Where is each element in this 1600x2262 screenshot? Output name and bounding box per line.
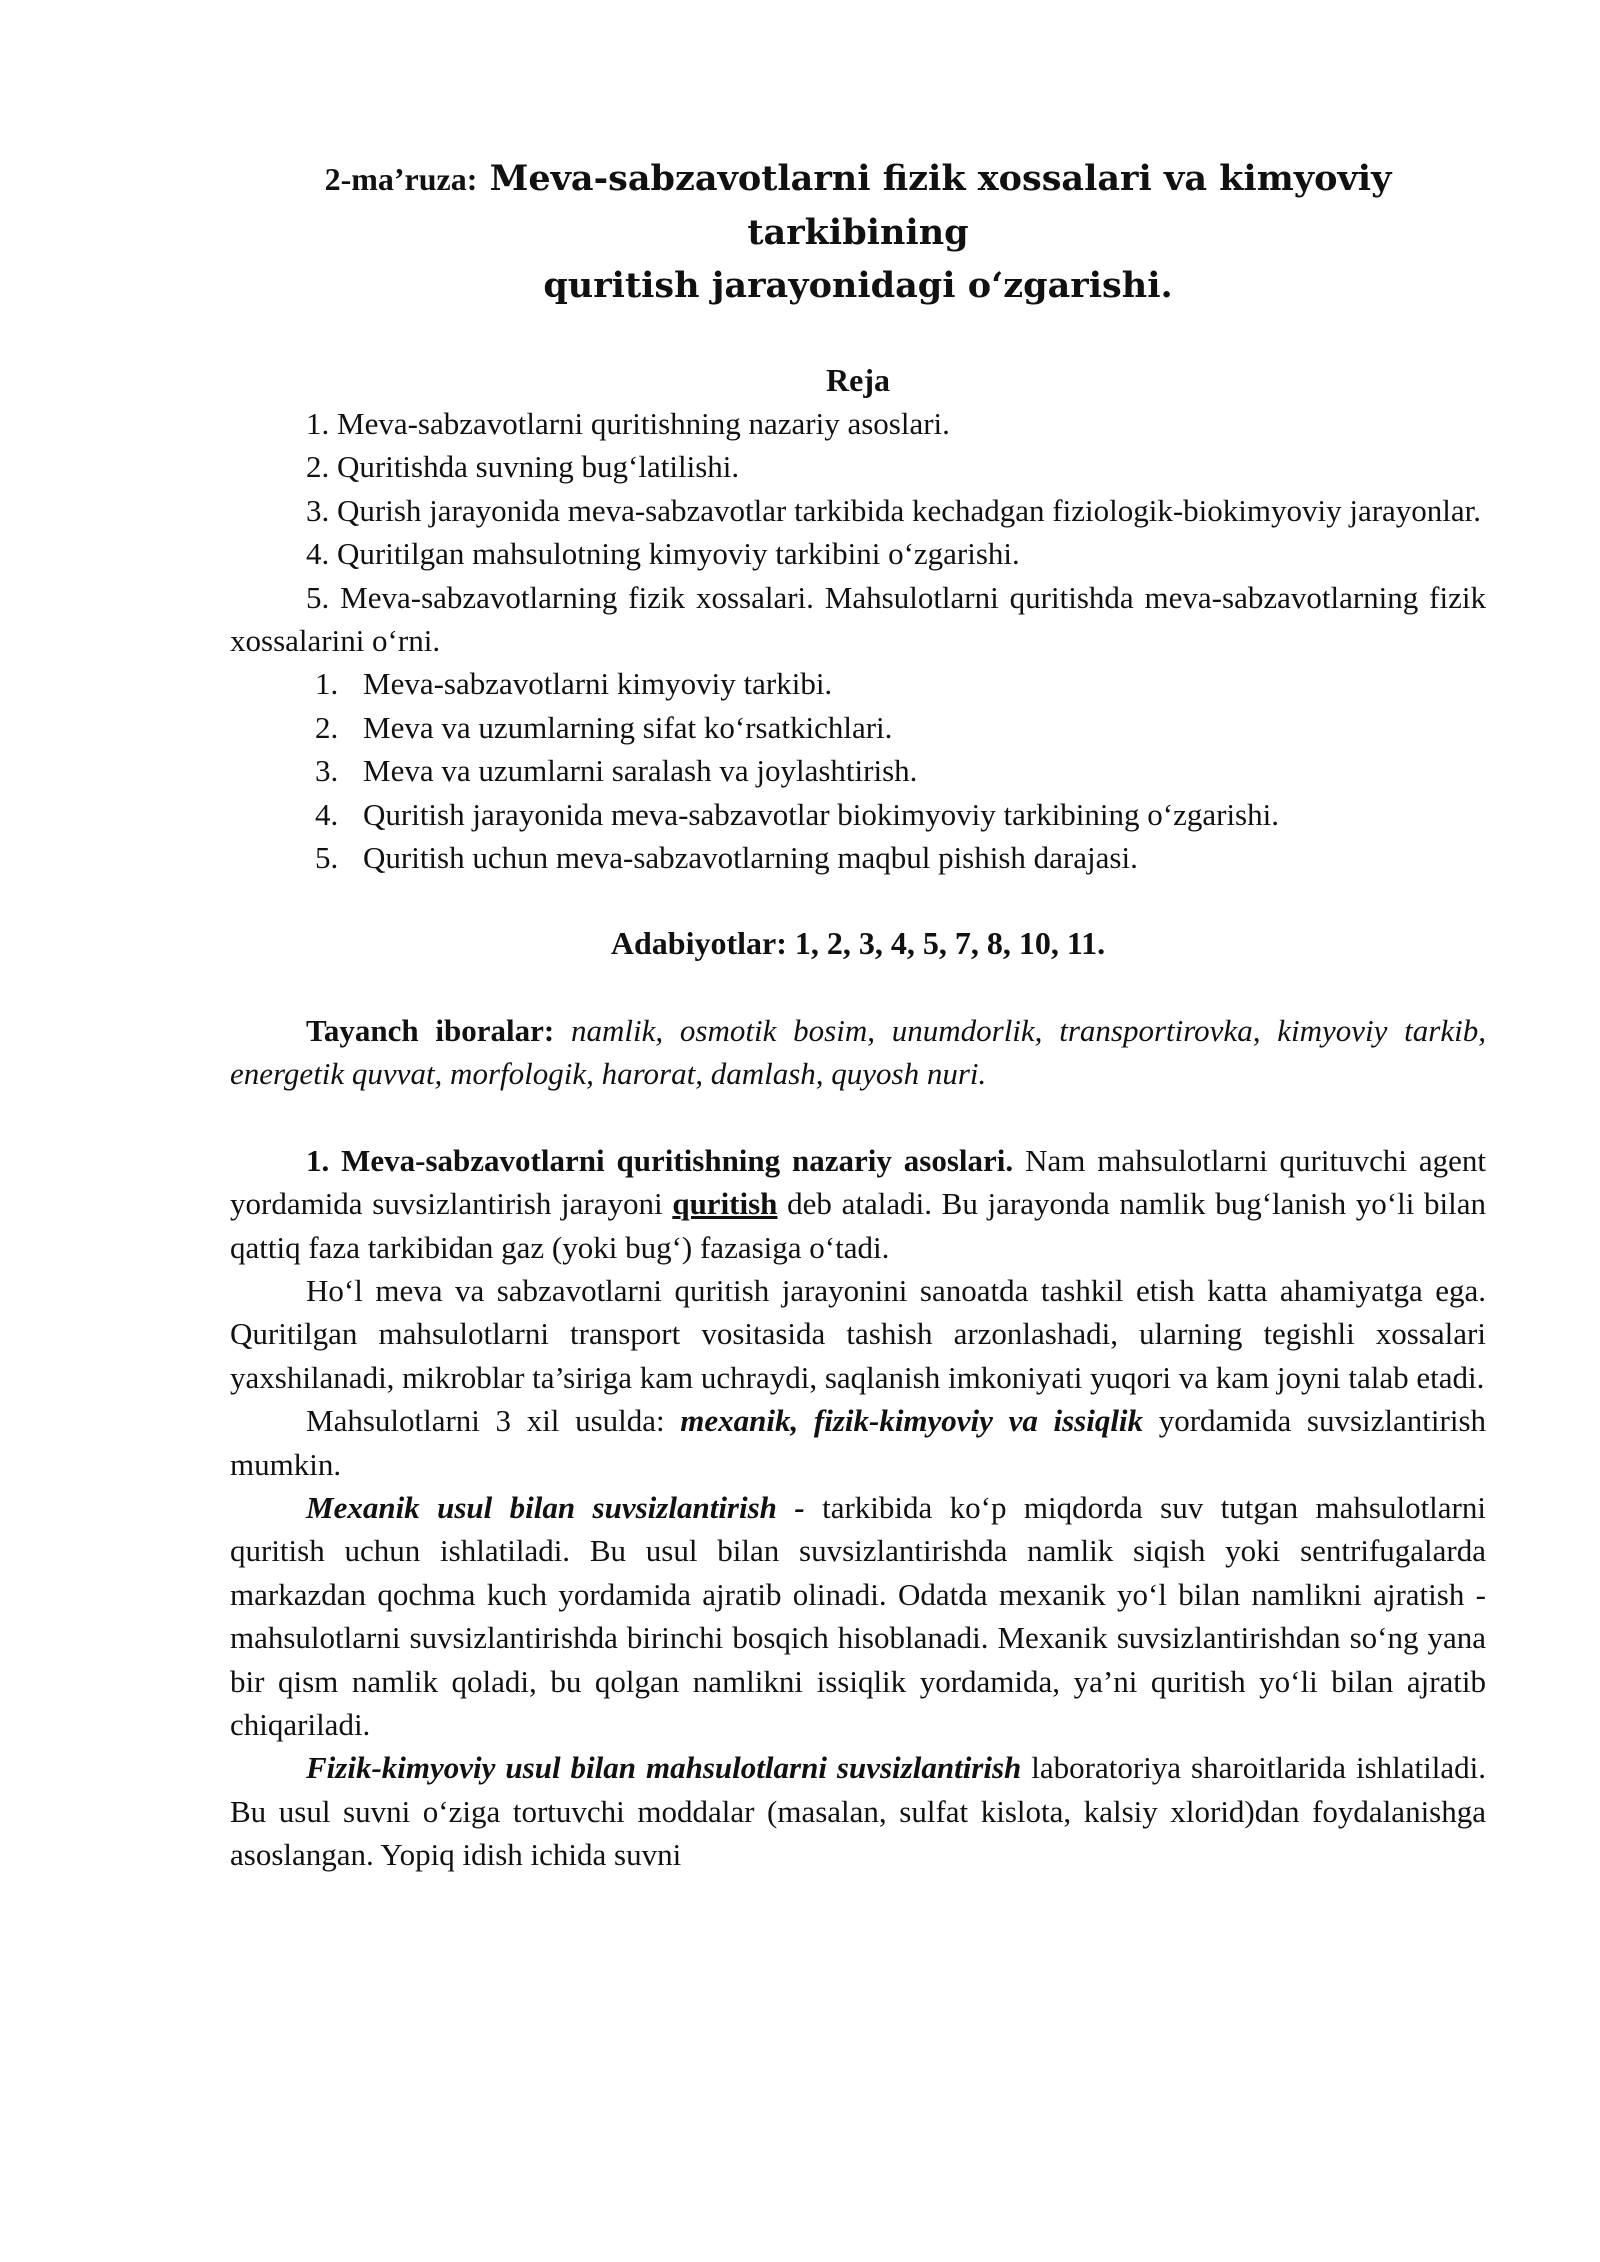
lecture-number: 2-ma’ruza: <box>324 161 478 197</box>
document-content <box>230 152 1486 1877</box>
plan-item: 2. Quritishda suvning bug‘latilishi. <box>306 449 740 485</box>
paragraph-2: Ho‘l meva va sabzavotlarni quritish jarayonini sanoatda tashkil etish katta ahamiyatga ega. Quritilgan mahsulotlarni transport vositasida tashish arzonlashadi, ularning tegishli xossalari yaxshilanadi, mikroblar ta’siriga kam uchraydi, saqlanish imkoniyati yuqori va kam joyni talab etadi. <box>230 1272 1486 1395</box>
plan-list-2 <box>230 662 1486 879</box>
term-quritish: quritish <box>672 1186 778 1222</box>
paragraph-5: Fizik-kimyoviy usul bilan mahsulotlarni suvsizlantirish laboratoriya sharoitlarida ishlatiladi. Bu usul suvni o‘ziga tortuvchi moddalar (masalan, sulfat kislota, kalsiy xlorid)dan foydalanishga asoslangan. Yopiq idish ichida suvni <box>230 1750 1486 1873</box>
list-item: 1. Meva-sabzavotlarni kimyoviy tarkibi. <box>315 666 833 702</box>
plan-item: 1. Meva-sabzavotlarni quritishning nazariy asoslari. <box>306 406 950 441</box>
plan-item: 3. Qurish jarayonida meva-sabzavotlar tarkibida kechadgan fiziologik-biokimyoviy jarayonlar. <box>306 492 1482 528</box>
physchem-method-term: Fizik-kimyoviy usul bilan mahsulotlarni suvsizlantirish <box>306 1750 1022 1786</box>
list-item: 4. Quritish jarayonida meva-sabzavotlar biokimyoviy tarkibining o‘zgarishi. <box>315 796 1279 832</box>
lecture-title-text: Meva-sabzavotlarni fizik xossalari va kimyoviy tarkibining <box>489 158 1392 253</box>
lecture-title-line3: quritish jarayonidagi o‘zgarishi. <box>543 265 1173 306</box>
list-item: 2. Meva va uzumlarning sifat ko‘rsatkichlari. <box>315 709 893 745</box>
keywords-label: Tayanch iboralar: <box>306 1012 555 1048</box>
plan-item: 5. Meva-sabzavotlarning fizik xossalari. Mahsulotlarni quritishda meva-sabzavotlarning fizik xossalarini o‘rni. <box>230 579 1486 659</box>
methods-emphasis: mexanik, fizik-kimyoviy va issiqlik <box>680 1403 1144 1439</box>
list-item: 5. Quritish uchun meva-sabzavotlarning maqbul pishish darajasi. <box>315 840 1138 876</box>
section-1-paragraph: 1. Meva-sabzavotlarni quritishning nazariy asoslari. Nam mahsulotlarni qurituvchi agent yordamida suvsizlantirish jarayoni quritish deb ataladi. Bu jarayonda namlik bug‘lanish yo‘li bilan qattiq faza tarkibidan gaz (yoki bug‘) fazasiga o‘tadi. <box>230 1142 1487 1265</box>
keywords-list: namlik, osmotik bosim, unumdorlik, transportirovka, kimyoviy tarkib, energetik quvvat, morfologik, harorat, damlash, quyosh nuri. <box>230 1012 1486 1092</box>
mechanical-method-term: Mexanik usul bilan suvsizlantirish - <box>306 1489 805 1525</box>
plan-heading: Reja <box>826 362 890 398</box>
keywords-paragraph <box>230 1009 1486 1096</box>
section-1-heading: 1. Meva-sabzavotlarni quritishning nazariy asoslari. <box>306 1142 1014 1178</box>
plan-item: 4. Quritilgan mahsulotning kimyoviy tarkibini o‘zgarishi. <box>306 536 1020 572</box>
paragraph-3: Mahsulotlarni 3 xil usulda: mexanik, fizik-kimyoviy va issiqlik yordamida suvsizlantirish mumkin. <box>230 1403 1487 1482</box>
paragraph-4: Mexanik usul bilan suvsizlantirish - tarkibida ko‘p miqdorda suv tutgan mahsulotlarni quritish uchun ishlatiladi. Bu usul bilan suvsizlantirishda namlik siqish yoki sentrifugalarda markazdan qochma kuch yordamida ajratib olinadi. Odatda mexanik yo‘l bilan namlikni ajratish - mahsulotlarni suvsizlantirishda birinchi bosqich hisoblanadi. Mexanik suvsizlantirishdan so‘ng yana bir qism namlik qoladi, bu qolgan namlikni issiqlik yordamida, ya’ni quritish yo‘li bilan ajratib chiqariladi. <box>230 1489 1486 1742</box>
literature-line: Adabiyotlar: 1, 2, 3, 4, 5, 7, 8, 10, 11. <box>610 925 1106 962</box>
lecture-title <box>230 152 1486 312</box>
list-item: 3. Meva va uzumlarni saralash va joylashtirish. <box>315 753 918 789</box>
plan-list-1 <box>230 402 1486 662</box>
